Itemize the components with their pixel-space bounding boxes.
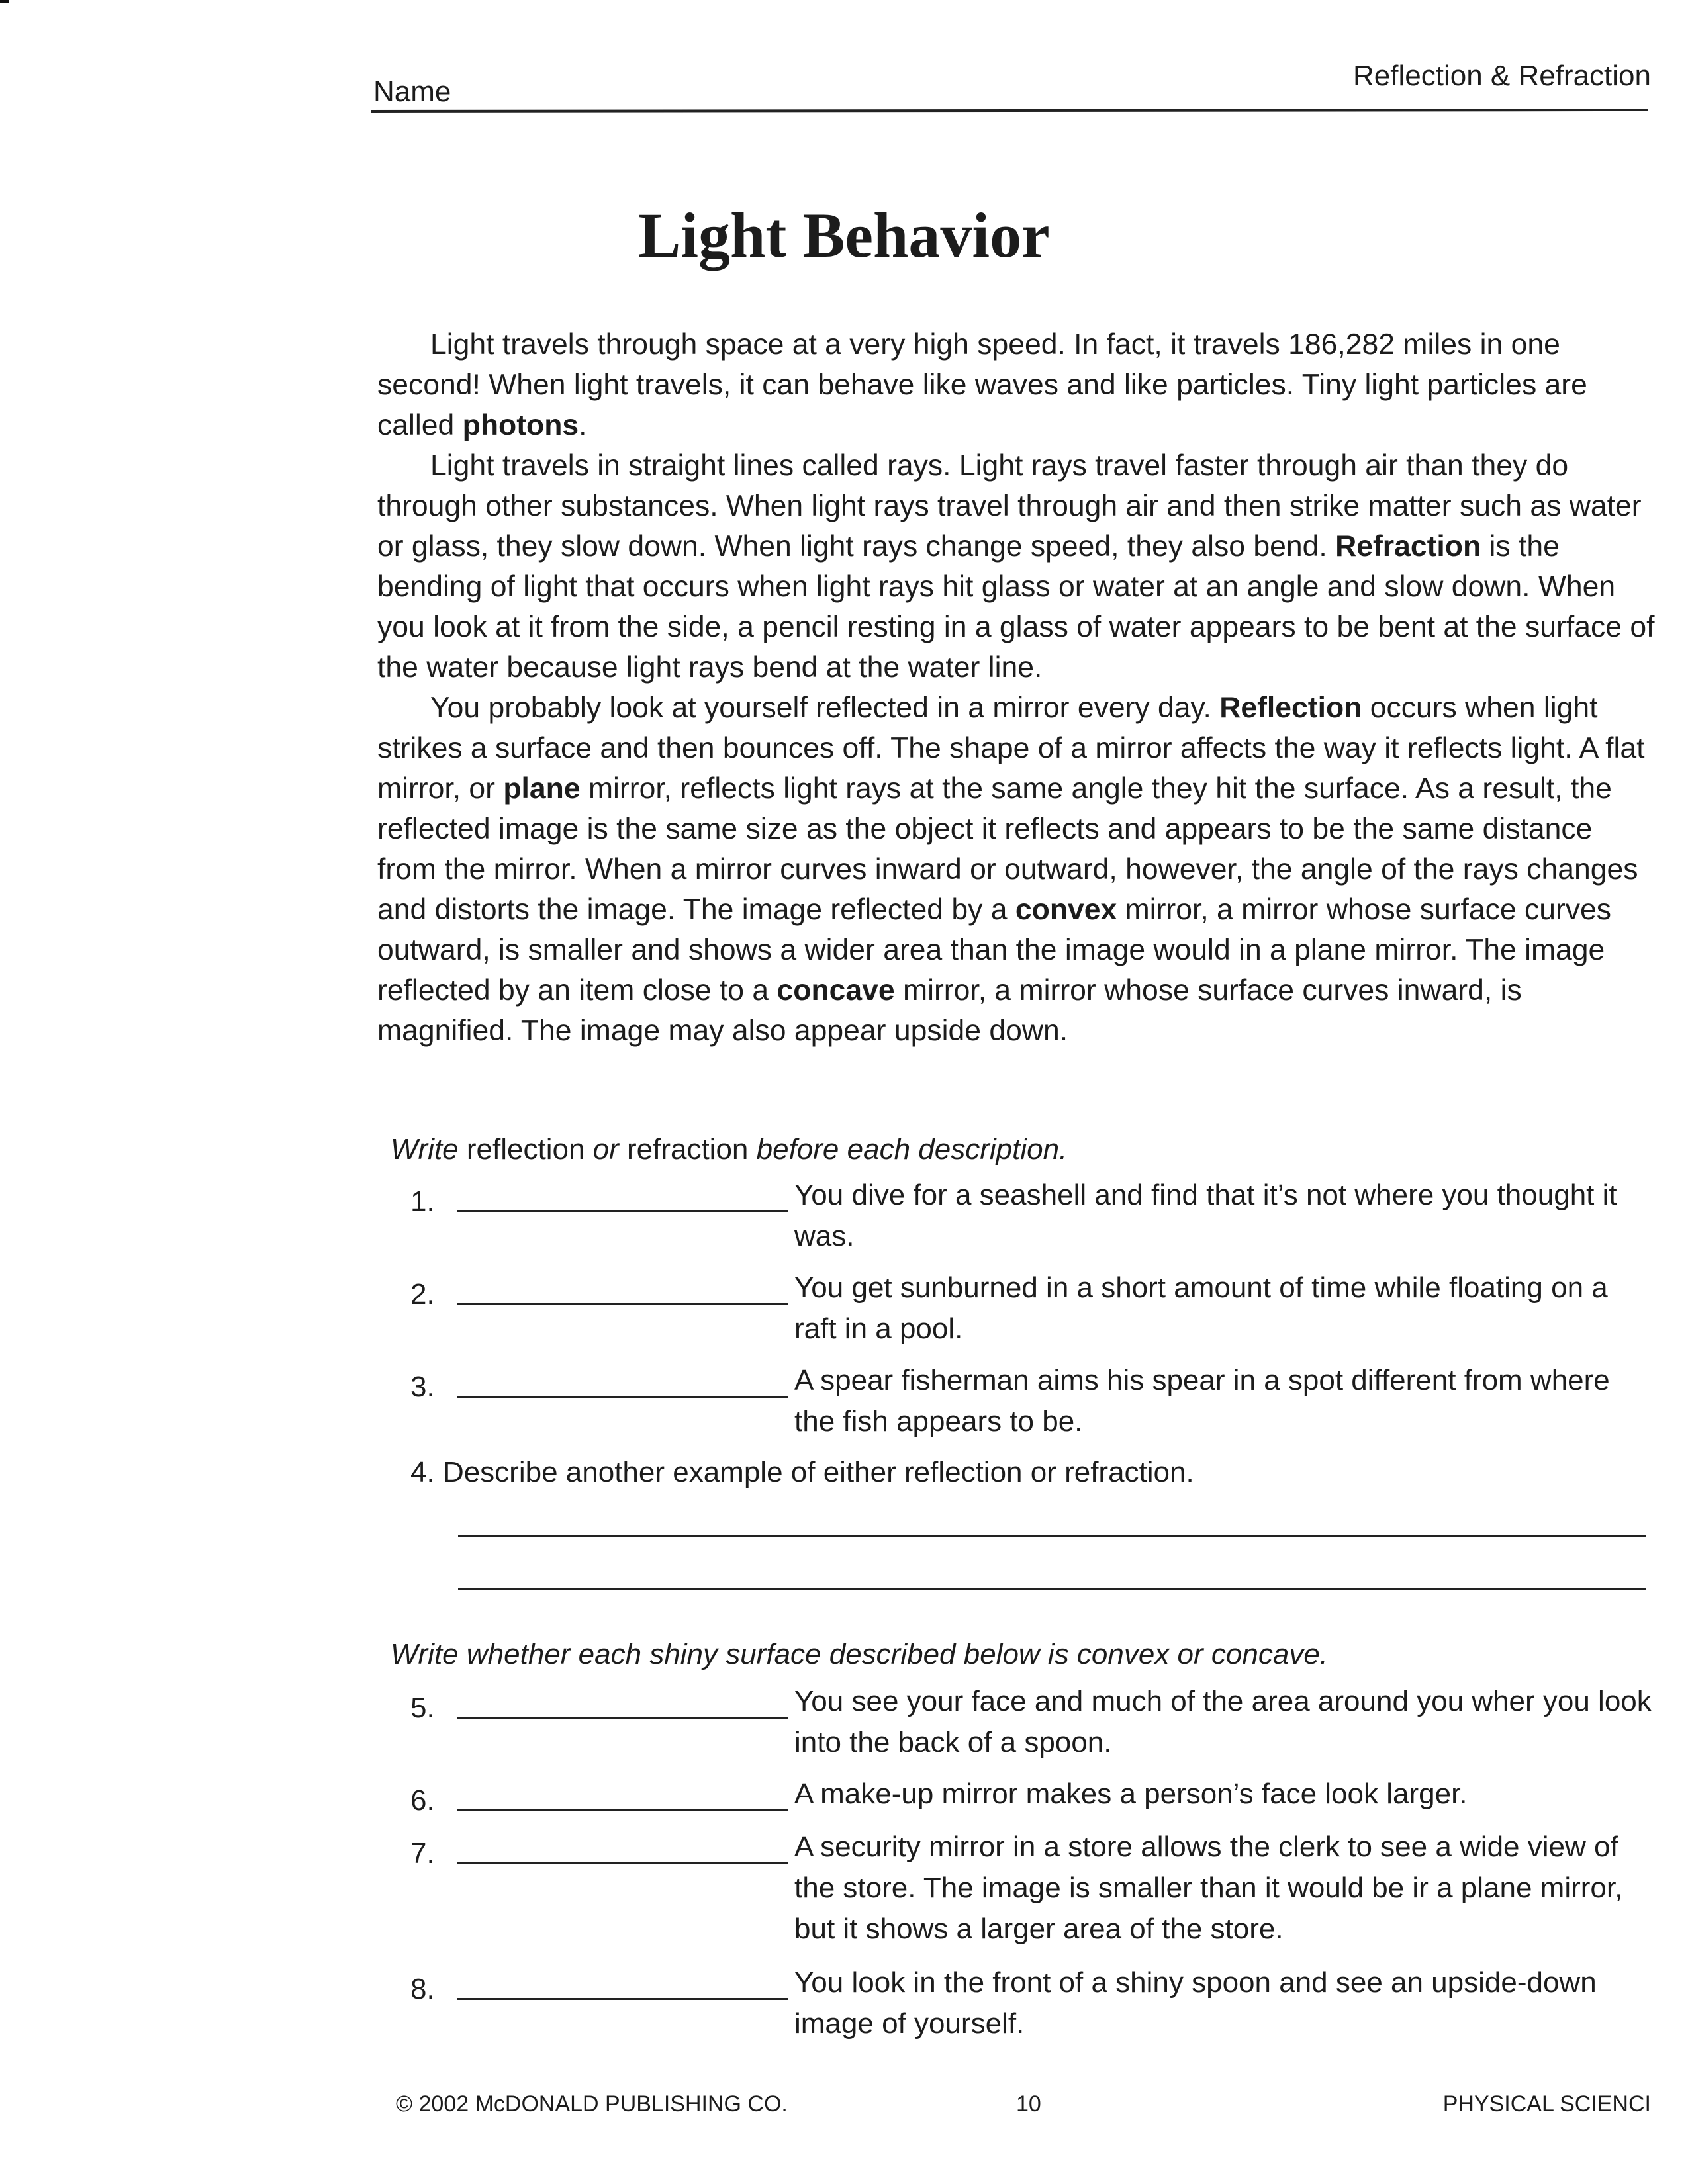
answer-blank-1[interactable] [457,1210,788,1212]
answer-blank-3[interactable] [457,1396,788,1398]
instructions-convex-concave: Write whether each shiny surface described below is convex or concave. [391,1638,1329,1670]
answer-blank-8[interactable] [457,1998,788,2000]
scan-edge-mark [0,0,9,3]
answer-line-4a[interactable] [458,1535,1646,1537]
answer-line-4b[interactable] [458,1588,1646,1590]
paragraph-2: Light travels in straight lines called rays. Light rays travel faster through air than they do through other substances. When light rays travel through air and then strike matter such as water or glass, they slow down. When light rays change speed, they also bend. Refraction is the bending of light that occurs when light rays hit glass or water at an angle and slow down. When you look at it from the side, a pencil resting in a glass of water appears to be bent at the surface of the water because light rays bend at the water line. [377,449,1655,684]
footer-subject: PHYSICAL SCIENCI [1442,2091,1651,2116]
name-label: Name [373,75,451,108]
topic-label: Reflection & Refraction [1353,60,1651,92]
footer-page-number: 10 [1016,2091,1041,2116]
page-title: Light Behavior [638,200,1050,271]
instructions-reflection-refraction: Write reflection or refraction before each description. [391,1133,1068,1165]
worksheet-page: Name Reflection & Refraction Light Behavior Light travels through space at a very high speed. In fact, it travels 186,282 miles in one second! When light travels, it can behave like waves and like particles. Tiny light particles are called photons. Light travels in straight lines called rays. Light rays travel faster through air than they do through other substances. When light rays travel through air and then strike matter such as water or glass, they slow down. When light rays change speed, they also bend. Refraction is the bending of light that occurs when light rays hit glass or water at an angle and slow down. When you look at it from the side, a pencil resting in a glass of water appears to be bent at the surface of the water because light rays bend at the water line. You probably look at yourself reflected in a mirror every day. Reflection occurs when light strikes a surface and then bounces off. The shape of a mirror affects the way it reflects light. A flat mirror, or plane mirror, reflects light rays at the same angle they hit the surface. As a result, the reflected image is the same size as the object it reflects and appears to be the same distance from the mirror. When a mirror curves inward or outward, however, the angle of the rays changes and distorts the image. The image reflected by a convex mirror, a mirror whose surface curves outward, is smaller and shows a wider area than the image would in a plane mirror. The image reflected by an item close to a concave mirror, a mirror whose surface curves inward, is magnified. The image may also appear upside down. Write reflection or refraction before each description. 1. You dive for a seashell and find that it’s not where you thought it was. 2. You get sunburned in a short amount of time while floating on a raft in a pool. 3. A spear fisherman aims his spear in a spot different from where the fish appears to be. 4. Describe another example of either reflection or refraction. Write whether each shiny surface described below is convex or concave. 5. You see your face and much of the area around you wher you look into the back of a spoon. 6. A make-up mirror makes a person’s face look larger. 7. A security mirror in a store allows the clerk to see a wide view of the store. The image is smaller than it would be ir a plane mirror, but it shows a larger area of the store. 8. You look in the front of a shiny spoon and see an upside-down image of yourself. © 2002 McDONALD PUBLISHING CO. 10 PHYSICAL SCIENCI [0,0,1688,2184]
reading-passage [377,324,1658,1051]
paragraph-3: You probably look at yourself reflected in a mirror every day. Reflection occurs when light strikes a surface and then bounces off. The shape of a mirror affects the way it reflects light. A flat mirror, or plane mirror, reflects light rays at the same angle they hit the surface. As a result, the reflected image is the same size as the object it reflects and appears to be the same distance from the mirror. When a mirror curves inward or outward, however, the angle of the rays changes and distorts the image. The image reflected by a convex mirror, a mirror whose surface curves outward, is smaller and shows a wider area than the image would in a plane mirror. The image reflected by an item close to a concave mirror, a mirror whose surface curves inward, is magnified. The image may also appear upside down. [377,692,1645,1047]
answer-blank-6[interactable] [457,1809,788,1811]
answer-blank-7[interactable] [457,1862,788,1864]
answer-blank-5[interactable] [457,1717,788,1719]
answer-blank-2[interactable] [457,1303,788,1305]
header-rule [371,109,1648,113]
question-4: 4. Describe another example of either reflection or refraction. [410,1456,1194,1488]
footer-copyright: © 2002 McDONALD PUBLISHING CO. [396,2091,788,2116]
paragraph-1: Light travels through space at a very high speed. In fact, it travels 186,282 miles in one second! When light travels, it can behave like waves and like particles. Tiny light particles are called photons. [377,328,1587,441]
